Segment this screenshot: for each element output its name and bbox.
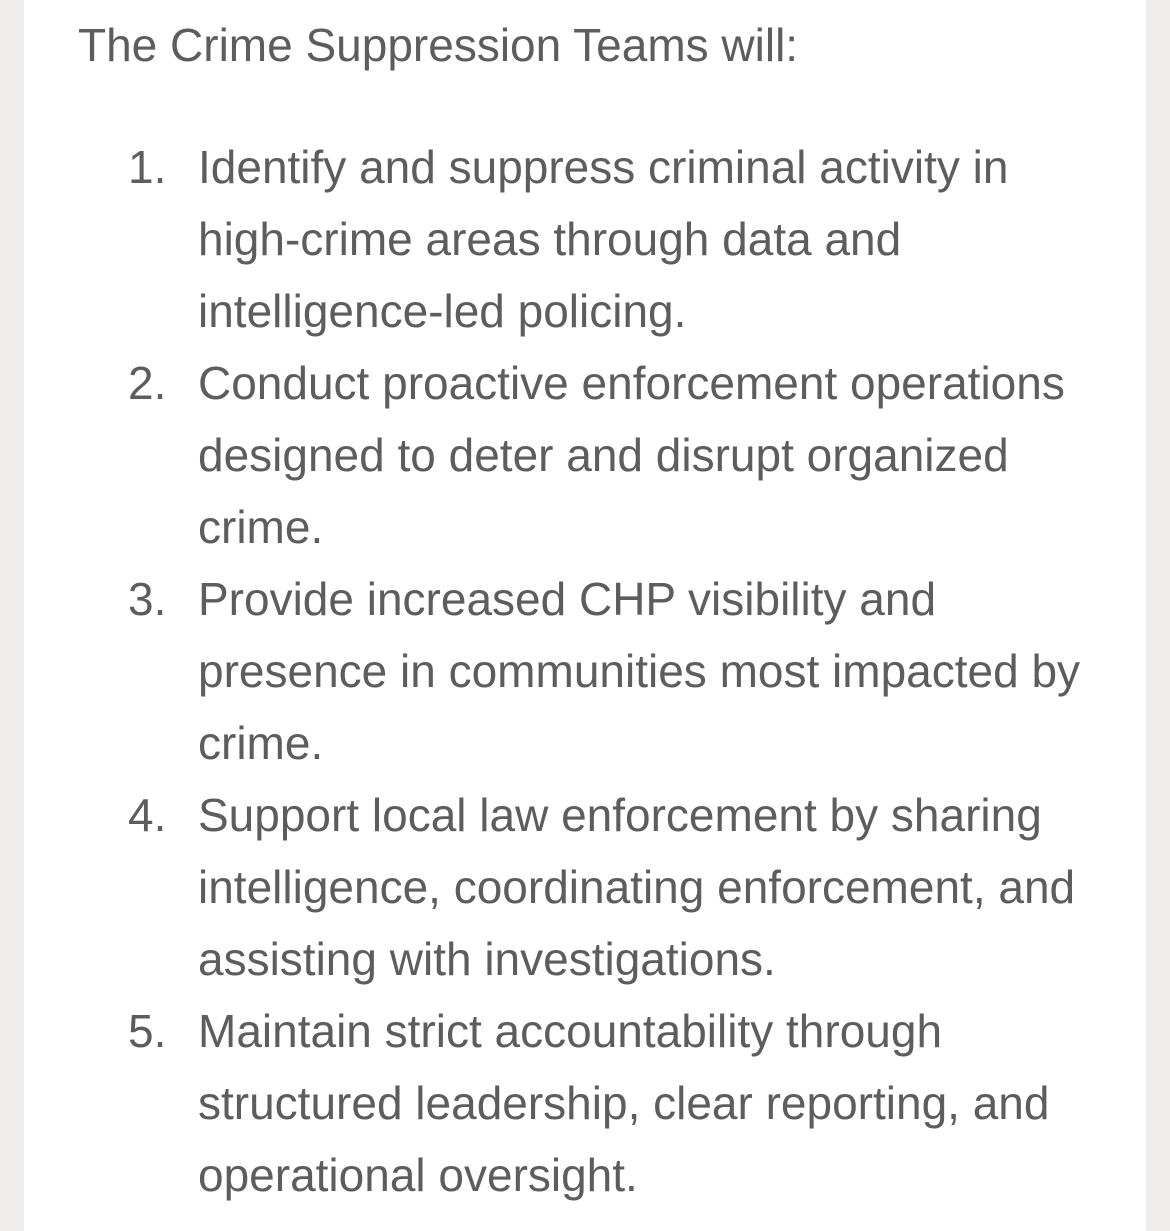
list-item	[128, 563, 1108, 779]
document-page	[24, 0, 1146, 1231]
list-text: Maintain strict accountability through structured leadership, clear reporting, and operational oversight.	[198, 1005, 1050, 1201]
list-item	[128, 779, 1108, 995]
list-text: Identify and suppress criminal activity in high-crime areas through data and intelligence-led policing.	[198, 141, 1009, 337]
list-item	[128, 995, 1108, 1211]
list-item	[128, 131, 1108, 347]
list-text: Provide increased CHP visibility and presence in communities most impacted by crime.	[198, 573, 1081, 769]
list-number: 5.	[128, 1005, 167, 1057]
responsibilities-list	[128, 131, 1108, 1211]
list-text: Conduct proactive enforcement operations designed to deter and disrupt organized crime.	[198, 357, 1065, 553]
list-number: 4.	[128, 789, 167, 841]
list-text: Support local law enforcement by sharing intelligence, coordinating enforcement, and assisting with investigations.	[198, 789, 1076, 985]
list-item	[128, 347, 1108, 563]
list-number: 1.	[128, 141, 167, 193]
list-number: 2.	[128, 357, 167, 409]
intro-text: The Crime Suppression Teams will:	[78, 19, 799, 71]
list-number: 3.	[128, 573, 167, 625]
